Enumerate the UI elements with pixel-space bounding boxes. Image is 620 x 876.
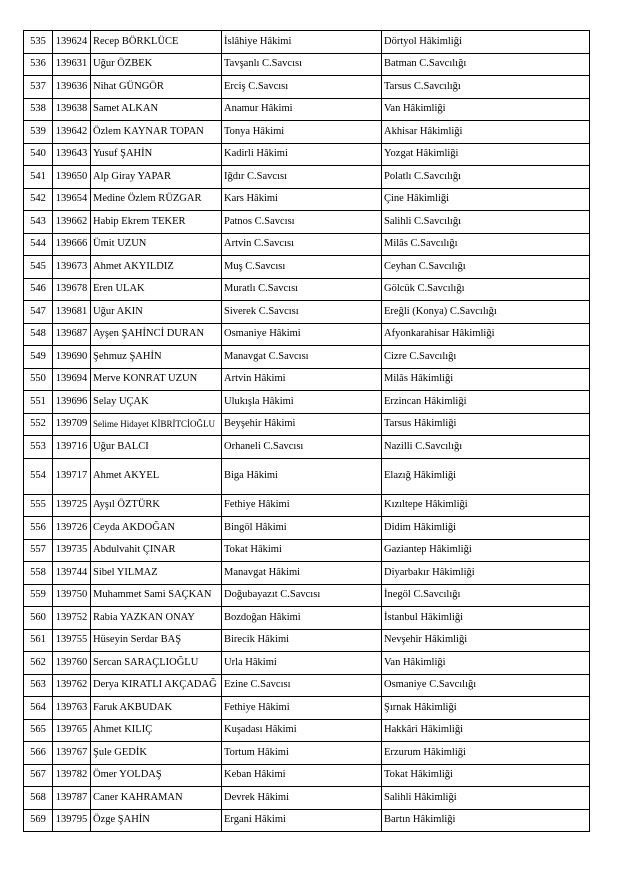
registry-number: 139650 xyxy=(53,166,91,189)
current-post: Fethiye Hâkimi xyxy=(222,494,382,517)
row-number: 557 xyxy=(24,539,53,562)
person-name: Ahmet AKYILDIZ xyxy=(91,256,222,279)
registry-number: 139735 xyxy=(53,539,91,562)
registry-number: 139755 xyxy=(53,629,91,652)
registry-number: 139709 xyxy=(53,413,91,436)
row-number: 547 xyxy=(24,301,53,324)
row-number: 562 xyxy=(24,652,53,675)
current-post: Manavgat Hâkimi xyxy=(222,562,382,585)
table-row xyxy=(24,607,590,630)
registry-number: 139694 xyxy=(53,368,91,391)
row-number: 540 xyxy=(24,143,53,166)
new-post: Ereğli (Konya) C.Savcılığı xyxy=(382,301,590,324)
table-row xyxy=(24,211,590,234)
table-row xyxy=(24,584,590,607)
current-post: Ergani Hâkimi xyxy=(222,809,382,832)
table-row xyxy=(24,697,590,720)
person-name: Habip Ekrem TEKER xyxy=(91,211,222,234)
current-post: Kars Hâkimi xyxy=(222,188,382,211)
registry-number: 139763 xyxy=(53,697,91,720)
person-name: Ahmet KILIÇ xyxy=(91,719,222,742)
registry-number: 139638 xyxy=(53,98,91,121)
new-post: Şırnak Hâkimliği xyxy=(382,697,590,720)
new-post: Gaziantep Hâkimliği xyxy=(382,539,590,562)
new-post: Yozgat Hâkimliği xyxy=(382,143,590,166)
row-number: 548 xyxy=(24,323,53,346)
person-name: Sibel YILMAZ xyxy=(91,562,222,585)
table-row xyxy=(24,391,590,414)
person-name: Ümit UZUN xyxy=(91,233,222,256)
current-post: Doğubayazıt C.Savcısı xyxy=(222,584,382,607)
registry-number: 139666 xyxy=(53,233,91,256)
registry-number: 139765 xyxy=(53,719,91,742)
new-post: Milâs C.Savcılığı xyxy=(382,233,590,256)
new-post: Tarsus C.Savcılığı xyxy=(382,76,590,99)
current-post: Siverek C.Savcısı xyxy=(222,301,382,324)
current-post: Keban Hâkimi xyxy=(222,764,382,787)
table-row xyxy=(24,809,590,832)
person-name: Ayşıl ÖZTÜRK xyxy=(91,494,222,517)
new-post: Van Hâkimliği xyxy=(382,98,590,121)
row-number: 568 xyxy=(24,787,53,810)
new-post: Tarsus Hâkimliği xyxy=(382,413,590,436)
registry-number: 139725 xyxy=(53,494,91,517)
row-number: 550 xyxy=(24,368,53,391)
current-post: Tavşanlı C.Savcısı xyxy=(222,53,382,76)
registry-number: 139654 xyxy=(53,188,91,211)
new-post: Polatlı C.Savcılığı xyxy=(382,166,590,189)
current-post: Tortum Hâkimi xyxy=(222,742,382,765)
new-post: Gölcük C.Savcılığı xyxy=(382,278,590,301)
registry-number: 139662 xyxy=(53,211,91,234)
registry-number: 139690 xyxy=(53,346,91,369)
table-row xyxy=(24,787,590,810)
person-name: Şehmuz ŞAHİN xyxy=(91,346,222,369)
new-post: Kızıltepe Hâkimliği xyxy=(382,494,590,517)
new-post: Afyonkarahisar Hâkimliği xyxy=(382,323,590,346)
current-post: Muş C.Savcısı xyxy=(222,256,382,279)
new-post: Bartın Hâkimliği xyxy=(382,809,590,832)
person-name: Selay UÇAK xyxy=(91,391,222,414)
new-post: Salihli C.Savcılığı xyxy=(382,211,590,234)
registry-number: 139787 xyxy=(53,787,91,810)
new-post: Elazığ Hâkimliği xyxy=(382,458,590,494)
row-number: 561 xyxy=(24,629,53,652)
person-name: Alp Giray YAPAR xyxy=(91,166,222,189)
new-post: İstanbul Hâkimliği xyxy=(382,607,590,630)
registry-number: 139750 xyxy=(53,584,91,607)
person-name: Sercan SARAÇLIOĞLU xyxy=(91,652,222,675)
current-post: Fethiye Hâkimi xyxy=(222,697,382,720)
row-number: 536 xyxy=(24,53,53,76)
registry-number: 139673 xyxy=(53,256,91,279)
row-number: 541 xyxy=(24,166,53,189)
table-row xyxy=(24,494,590,517)
person-name: Uğur AKIN xyxy=(91,301,222,324)
registry-number: 139744 xyxy=(53,562,91,585)
person-name: Ahmet AKYEL xyxy=(91,458,222,494)
table-row xyxy=(24,652,590,675)
table-row xyxy=(24,368,590,391)
person-name: Abdulvahit ÇINAR xyxy=(91,539,222,562)
current-post: Biga Hâkimi xyxy=(222,458,382,494)
row-number: 564 xyxy=(24,697,53,720)
table-row xyxy=(24,346,590,369)
new-post: Erzurum Hâkimliği xyxy=(382,742,590,765)
table-row xyxy=(24,76,590,99)
new-post: Didim Hâkimliği xyxy=(382,517,590,540)
current-post: Ulukışla Hâkimi xyxy=(222,391,382,414)
new-post: Nazilli C.Savcılığı xyxy=(382,436,590,459)
new-post: Hakkâri Hâkimliği xyxy=(382,719,590,742)
current-post: Bingöl Hâkimi xyxy=(222,517,382,540)
current-post: Kuşadası Hâkimi xyxy=(222,719,382,742)
person-name: Caner KAHRAMAN xyxy=(91,787,222,810)
new-post: Akhisar Hâkimliği xyxy=(382,121,590,144)
row-number: 546 xyxy=(24,278,53,301)
person-name: Hüseyin Serdar BAŞ xyxy=(91,629,222,652)
current-post: Tonya Hâkimi xyxy=(222,121,382,144)
current-post: Kadirli Hâkimi xyxy=(222,143,382,166)
new-post: Milâs Hâkimliği xyxy=(382,368,590,391)
new-post: Diyarbakır Hâkimliği xyxy=(382,562,590,585)
registry-number: 139760 xyxy=(53,652,91,675)
registry-number: 139636 xyxy=(53,76,91,99)
person-name: Özge ŞAHİN xyxy=(91,809,222,832)
table-row xyxy=(24,719,590,742)
row-number: 553 xyxy=(24,436,53,459)
registry-number: 139624 xyxy=(53,31,91,54)
new-post: Cizre C.Savcılığı xyxy=(382,346,590,369)
current-post: Artvin C.Savcısı xyxy=(222,233,382,256)
registry-number: 139752 xyxy=(53,607,91,630)
table-row xyxy=(24,53,590,76)
table-row xyxy=(24,143,590,166)
person-name: Faruk AKBUDAK xyxy=(91,697,222,720)
table-row xyxy=(24,413,590,436)
registry-number: 139716 xyxy=(53,436,91,459)
row-number: 535 xyxy=(24,31,53,54)
registry-number: 139717 xyxy=(53,458,91,494)
registry-number: 139795 xyxy=(53,809,91,832)
person-name: Medine Özlem RÜZGAR xyxy=(91,188,222,211)
new-post: Dörtyol Hâkimliği xyxy=(382,31,590,54)
table-row xyxy=(24,188,590,211)
registry-number: 139642 xyxy=(53,121,91,144)
current-post: Manavgat C.Savcısı xyxy=(222,346,382,369)
person-name: Uğur ÖZBEK xyxy=(91,53,222,76)
current-post: Anamur Hâkimi xyxy=(222,98,382,121)
current-post: Patnos C.Savcısı xyxy=(222,211,382,234)
current-post: Ezine C.Savcısı xyxy=(222,674,382,697)
row-number: 555 xyxy=(24,494,53,517)
current-post: Beyşehir Hâkimi xyxy=(222,413,382,436)
registry-number: 139726 xyxy=(53,517,91,540)
current-post: Birecik Hâkimi xyxy=(222,629,382,652)
person-name: Şule GEDİK xyxy=(91,742,222,765)
person-name: Ömer YOLDAŞ xyxy=(91,764,222,787)
current-post: Osmaniye Hâkimi xyxy=(222,323,382,346)
row-number: 542 xyxy=(24,188,53,211)
new-post: Çine Hâkimliği xyxy=(382,188,590,211)
row-number: 558 xyxy=(24,562,53,585)
person-name: Samet ALKAN xyxy=(91,98,222,121)
current-post: Urla Hâkimi xyxy=(222,652,382,675)
registry-number: 139678 xyxy=(53,278,91,301)
registry-number: 139631 xyxy=(53,53,91,76)
new-post: Salihli Hâkimliği xyxy=(382,787,590,810)
table-row xyxy=(24,742,590,765)
registry-number: 139687 xyxy=(53,323,91,346)
registry-number: 139643 xyxy=(53,143,91,166)
person-name: Derya KIRATLI AKÇADAĞ xyxy=(91,674,222,697)
table-row xyxy=(24,436,590,459)
registry-number: 139681 xyxy=(53,301,91,324)
table-row xyxy=(24,517,590,540)
new-post: Osmaniye C.Savcılığı xyxy=(382,674,590,697)
person-name: Özlem KAYNAR TOPAN xyxy=(91,121,222,144)
new-post: Nevşehir Hâkimliği xyxy=(382,629,590,652)
table-row xyxy=(24,98,590,121)
appointment-table-body xyxy=(24,31,590,832)
table-row xyxy=(24,539,590,562)
person-name: Rabia YAZKAN ONAY xyxy=(91,607,222,630)
person-name: Recep BÖRKLÜCE xyxy=(91,31,222,54)
row-number: 566 xyxy=(24,742,53,765)
table-row xyxy=(24,562,590,585)
row-number: 565 xyxy=(24,719,53,742)
new-post: Van Hâkimliği xyxy=(382,652,590,675)
current-post: Muratlı C.Savcısı xyxy=(222,278,382,301)
registry-number: 139762 xyxy=(53,674,91,697)
table-row xyxy=(24,31,590,54)
table-row xyxy=(24,674,590,697)
row-number: 545 xyxy=(24,256,53,279)
row-number: 552 xyxy=(24,413,53,436)
registry-number: 139767 xyxy=(53,742,91,765)
current-post: Artvin Hâkimi xyxy=(222,368,382,391)
row-number: 560 xyxy=(24,607,53,630)
row-number: 539 xyxy=(24,121,53,144)
row-number: 567 xyxy=(24,764,53,787)
new-post: Tokat Hâkimliği xyxy=(382,764,590,787)
current-post: Orhaneli C.Savcısı xyxy=(222,436,382,459)
table-row xyxy=(24,629,590,652)
appointment-table xyxy=(23,30,590,832)
person-name: Uğur BALCI xyxy=(91,436,222,459)
current-post: Bozdoğan Hâkimi xyxy=(222,607,382,630)
row-number: 538 xyxy=(24,98,53,121)
person-name: Selime Hidayet KİBRİTCİOĞLU xyxy=(91,413,222,436)
current-post: Tokat Hâkimi xyxy=(222,539,382,562)
table-row xyxy=(24,764,590,787)
row-number: 556 xyxy=(24,517,53,540)
table-row xyxy=(24,458,590,494)
current-post: Devrek Hâkimi xyxy=(222,787,382,810)
table-row xyxy=(24,121,590,144)
person-name: Merve KONRAT UZUN xyxy=(91,368,222,391)
new-post: Batman C.Savcılığı xyxy=(382,53,590,76)
row-number: 543 xyxy=(24,211,53,234)
current-post: Erciş C.Savcısı xyxy=(222,76,382,99)
person-name: Muhammet Sami SAÇKAN xyxy=(91,584,222,607)
current-post: İslâhiye Hâkimi xyxy=(222,31,382,54)
person-name: Ayşen ŞAHİNCİ DURAN xyxy=(91,323,222,346)
table-row xyxy=(24,233,590,256)
registry-number: 139782 xyxy=(53,764,91,787)
table-row xyxy=(24,256,590,279)
table-row xyxy=(24,166,590,189)
person-name: Nihat GÜNGÖR xyxy=(91,76,222,99)
table-row xyxy=(24,278,590,301)
new-post: Ceyhan C.Savcılığı xyxy=(382,256,590,279)
person-name: Eren ULAK xyxy=(91,278,222,301)
person-name: Yusuf ŞAHİN xyxy=(91,143,222,166)
table-row xyxy=(24,323,590,346)
table-row xyxy=(24,301,590,324)
row-number: 554 xyxy=(24,458,53,494)
row-number: 563 xyxy=(24,674,53,697)
row-number: 559 xyxy=(24,584,53,607)
row-number: 549 xyxy=(24,346,53,369)
row-number: 537 xyxy=(24,76,53,99)
registry-number: 139696 xyxy=(53,391,91,414)
new-post: İnegöl C.Savcılığı xyxy=(382,584,590,607)
current-post: Iğdır C.Savcısı xyxy=(222,166,382,189)
row-number: 544 xyxy=(24,233,53,256)
row-number: 551 xyxy=(24,391,53,414)
person-name: Ceyda AKDOĞAN xyxy=(91,517,222,540)
row-number: 569 xyxy=(24,809,53,832)
new-post: Erzincan Hâkimliği xyxy=(382,391,590,414)
